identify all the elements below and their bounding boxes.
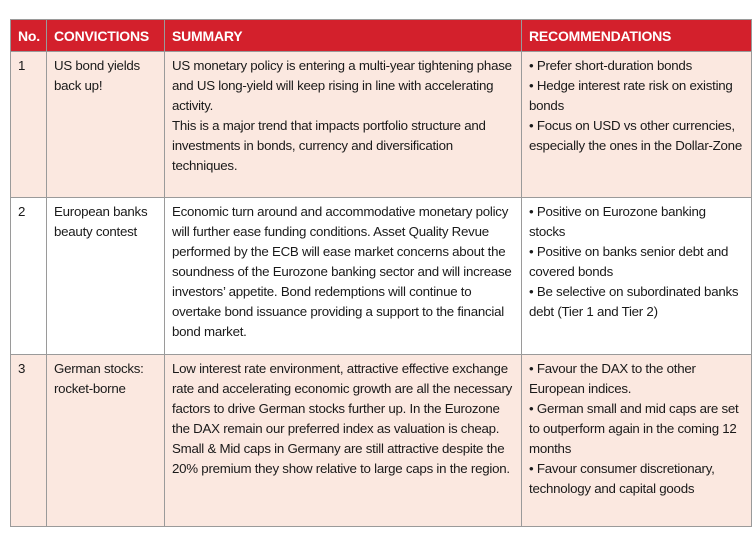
row-number: 3 [11,355,47,527]
header-summary: SUMMARY [165,20,522,52]
recommendation-item: • Focus on USD vs other currencies, especially the ones in the Dollar-Zone [529,118,742,153]
conviction-cell: German stocks: rocket-borne [47,355,165,527]
summary-cell [165,52,522,198]
recommendation-item: • Be selective on subordinated banks debt (Tier 1 and Tier 2) [529,284,739,319]
recommendations-cell [522,198,752,355]
header-row [11,20,752,52]
recommendations-cell [522,52,752,198]
recommendation-item: • Hedge interest rate risk on existing bonds [529,78,733,113]
table-row [11,355,752,527]
summary-paragraph: This is a major trend that impacts portfolio structure and investments in bonds, currency and diversification techniques. [172,118,486,173]
convictions-table [10,19,752,527]
summary-paragraph: US monetary policy is entering a multi-year tightening phase and US long-yield will keep rising in line with accelerating activity. [172,58,512,113]
recommendations-cell [522,355,752,527]
recommendation-item: • German small and mid caps are set to outperform again in the coming 12 months [529,401,739,456]
table-row [11,198,752,355]
row-number: 2 [11,198,47,355]
recommendation-item: • Favour consumer discretionary, technology and capital goods [529,461,715,496]
row-number: 1 [11,52,47,198]
header-recommendations: RECOMMENDATIONS [522,20,752,52]
recommendation-item: • Prefer short-duration bonds [529,58,692,73]
conviction-cell: European banks beauty contest [47,198,165,355]
recommendation-item: • Favour the DAX to the other European indices. [529,361,696,396]
convictions-table-container [10,19,751,527]
header-no: No. [11,20,47,52]
summary-paragraph: Low interest rate environment, attractive effective exchange rate and accelerating economic growth are all the necessary factors to drive German stocks further up. In the Eurozone the DAX remain our preferred index as valuation is cheap. Small & Mid caps in Germany are still attractive despite the 20% premium they show relative to large caps in the region. [172,361,513,476]
table-row [11,52,752,198]
summary-paragraph: Economic turn around and accommodative monetary policy will further ease funding conditions. Asset Quality Revue performed by the ECB will ease market concerns about the soundness of the Eurozone banking sector and will increase investors’ appetite. Bond redemptions will continue to overtake bond issuance providing a support to the financial bond market. [172,204,512,339]
recommendation-item: • Positive on Eurozone banking stocks [529,204,706,239]
conviction-cell: US bond yields back up! [47,52,165,198]
summary-cell [165,355,522,527]
recommendation-item: • Positive on banks senior debt and covered bonds [529,244,729,279]
summary-cell [165,198,522,355]
header-convictions: CONVICTIONS [47,20,165,52]
